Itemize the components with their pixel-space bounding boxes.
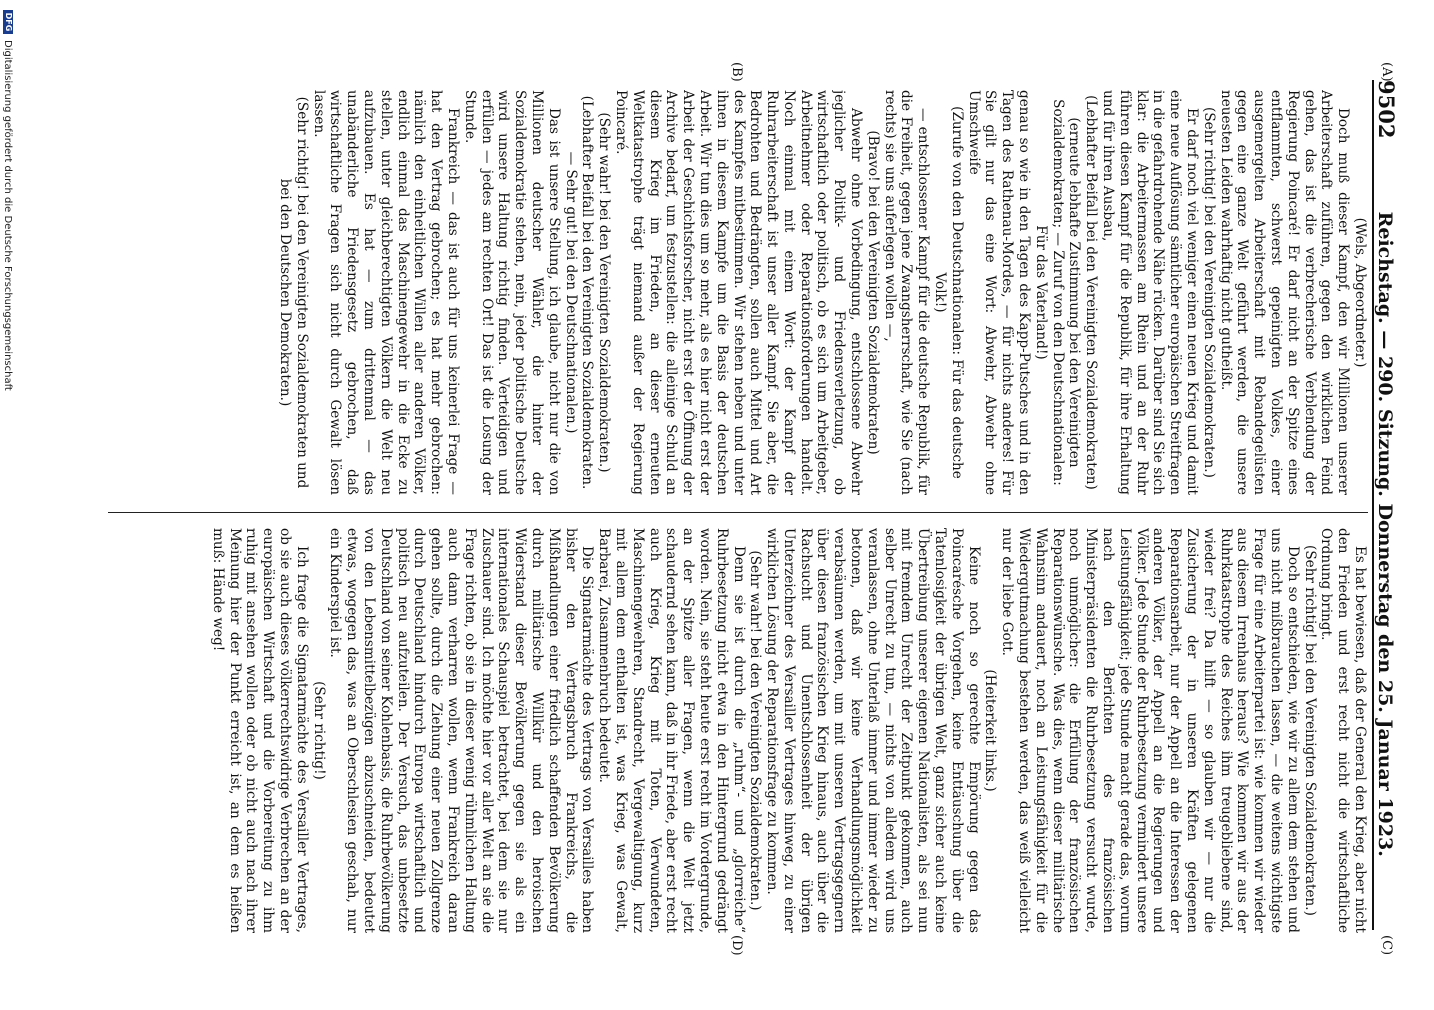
interjection: (Heiterkeit links.) [982, 669, 999, 792]
interjection: (Lebhafter Beifall bei den Vereinigten Sozialdemokraten. — Sehr gut! bei den Deutschnationalen.) [562, 95, 596, 490]
left-column [48, 90, 1368, 495]
page-title: Reichstag. — 290. Sitzung. Donnerstag den 25. Januar 1923. [1374, 211, 1396, 857]
footer-credit: Digitalisierung gefördert durch die Deutsche Forschungsgemeinschaft [2, 40, 14, 391]
speech-paragraph: Das ist unsere Stellung, ich glaube, nicht nur die von Millionen deutscher Wähler, die hinter der Sozialdemokratie stehen, nein, jeder politische Deutsche wird unsere Haltung richtig finden. Verteidigen und erfüllen — jedes am rechten Ort! Das ist die Losung der Stunde. [461, 90, 562, 495]
speech-paragraph: Denn sie ist durch die „ruhm“- und „glorreiche“ Ruhrbesetzung nicht etwa in den Hintergrund gedrängt worden. Nein, sie steht heute erst recht im Vordergrunde, an der Spitze aller Fragen, wenn die Welt jetzt schaudernd sehen kann, daß in ihr Friede, aber erst recht auch Krieg, Krieg mit Toten, Verwundeten, Maschinengewehren, Standrecht, Vergewaltigung, kurz mit allem dem enthalten ist, was Krieg, was Gewalt, Barbarei, Zusammenbruch bedeutet. [596, 528, 747, 933]
margin-marker-d: (D) [729, 935, 744, 956]
dfg-logo: DFG [3, 10, 13, 34]
interjection: (Sehr wahr! bei den Vereinigten Sozialdemokraten.) [747, 550, 764, 911]
speech-paragraph: Ich frage die Signatarmächte des Versailler Vertrages, ob sie auch dieses völkerrechtswidrige Verbrechen an der europäischen Wirtschaft und die Vorbereitung zu ihm ruhig mit ansehen wollen oder ob nicht auch nach ihrer Meinung hier der Punkt erreicht ist, an dem es heißen muß: Hände weg! [209, 528, 310, 933]
speech-paragraph: Doch so entschieden, wie wir zu allem dem stehen und uns nicht mißbrauchen lassen, — die weitens wichtigste Frage für eine Arbeiterpartei ist: wie kommen wir wieder aus diesem Irrenhaus heraus? Wie kommen wir aus der Ruhrkatastrophe des Reiches ihm treugebliebene sind, wieder frei? Da hilft — so glauben wir — nur die Zusicherung der in unseren Kräften gelegenen Reparationsarbeit, nur der Appell an die Interessen der anderen Völker, der Appell an die Regierungen und Völker. Jede Stunde der Ruhrbesetzung vermindert unsere Leistungsfähigkeit; jede Stunde macht gerade das, worum nach den Berichten des französischen Ministerpräsidenten die Ruhrbesetzung versucht wurde, noch unmöglicher: die Erfüllung der französischen Reparationswünsche. Was dies, wenn dieser militärische Wahnsinn andauert, noch an Leistungsfähigkeit für die Wiedergutmachung bestehen werden, das weiß vielleicht nur der liebe Gott. [999, 528, 1301, 933]
margin-marker-c: (C) [1379, 935, 1394, 956]
speech-paragraph: Doch muß dieser Kampf, den wir Millionen unserer Arbeiterschaft zuführen, gegen den wirklichen Feind gehen, das ist die verbrecherische Verblendung der Regierung Poincaré! Er darf nicht an der Spitze eines entflammten, schwerst gepeinigten Volkes, einer ausgemergelten Arbeiterschaft mit Rebandegelüsten gegen eine ganze Welt geführt werden, die unsere neuesten Leiden wahrhaftig nicht gutheißt. [1217, 90, 1352, 495]
page-number: 9502 [1374, 80, 1399, 139]
page-header [1372, 80, 1408, 930]
interjection: (erneute lebhafte Zustimmung bei den Vereinigten Sozialdemokraten; — Zuruf von den Deutschnationalen: Für das Vaterland!) [1032, 99, 1083, 486]
interjection: (Sehr wahr! bei den Vereinigten Sozialdemokraten.) [596, 112, 613, 473]
interjection: (Zurufe von den Deutschnationalen: Für das deutsche Volk!) [932, 106, 965, 479]
column-divider [108, 512, 1368, 513]
interjection: (Lebhafter Beifall bei den Vereinigten Sozialdemokraten) [1083, 95, 1100, 490]
speech-paragraph: — entschlossener Kampf für die deutsche Republik, für die Freiheit, gegen jene Zwangsherrschaft, wie Sie (nach rechts) sie uns auferlegen wollen —, [881, 90, 932, 495]
right-column [48, 528, 1368, 933]
margin-marker-b: (B) [729, 62, 744, 82]
interjection: (Sehr richtig! bei den Vereinigten Sozialdemokraten.) [1200, 107, 1217, 478]
speech-paragraph: Abwehr ohne Vorbedingung, entschlossene Abwehr jeglicher Politik- und Friedensverletzung, ob wirtschaftlich oder politisch, ob es sich um Arbeitgeber, Arbeitnehmer oder Reparationsforderungen handelt. Noch einmal mit einem Wort: der Kampf der Ruhrarbeiterschaft ist unser aller Kampf. Sie aber, die Bedrohten und Bedrängten, sollen auch Mittel und Art des Kampfes mitbestimmen. Wir stehen neben und unter ihnen in diesem Kampfe um die Basis der deutschen Arbeit. Wir tun dies um so mehr, als es hier nicht erst der Arbeit der Geschichtsforscher, nicht erst der Öffnung der Archive bedarf, um festzustellen: die alleinige Schuld an diesem Krieg im Frieden, an dieser erneuten Weltkatastrophe trägt niemand außer der Regierung Poincaré. [612, 90, 865, 495]
speech-paragraph: genau so wie in den Tagen des Kapp-Putsches und in den Tagen des Rathenau-Mordes, — für nichts anderes! Für Sie gilt nur das eine Wort: Abwehr, Abwehr ohne Umschweife [965, 90, 1033, 495]
interjection: (Sehr richtig!) [310, 681, 327, 780]
speech-paragraph: Keine noch so gerechte Empörung gegen das Poincarésche Vorgehen, keine Enttäuschung über die Tatenlosigkeit der übrigen Welt, ganz sicher auch keine Übertreibung unserer eigenen Nationalisten, als sei nun mit fremdem Unrecht der Zeitpunkt gekommen, auch selber Unrecht zu tun, — nichts von alledem wird uns veranlassen, ohne Unterlaß immer und immer wieder zu betonen, daß wir keine Verhandlungsmöglichkeit verabsäumen werden, um mit unseren Vertragsgegnern über diesen französischen Krieg hinaus, auch über die Rachsucht und Unentschlossenheit der übrigen Unterzeichner des Versailler Vertrages hinweg, zu einer wirklichen Lösung der Reparationsfrage zu kommen. [764, 528, 982, 933]
digitization-footer [0, 0, 16, 1010]
speech-paragraph: Frankreich — das ist auch für uns keinerlei Frage — hat den Vertrag gebrochen; es hat mehr gebrochen: nämlich den einheitlichen Willen aller anderen Völker, endlich einmal das Maschinengewehr in die Ecke zu stellen, unter gleichberechtigten Völkern die Welt neu aufzubauen. Es hat — zum drittenmal — das unabänderliche Friedensgesetz gebrochen, daß wirtschaftliche Fragen sich nicht durch Gewalt lösen lassen. [310, 90, 461, 495]
speech-paragraph: Die Signatarmächte des Vertrags von Versailles haben bisher den Vertragsbruch Frankreichs, die Mißhandlungen einer friedlich schaffenden Bevölkerung durch militärische Willkür und den heroischen Widerstand dieser Bevölkerung gegen sie als ein internationales Schauspiel betrachtet, bei dem sie nur Zuschauer sind. Ich möchte hier vor aller Welt an sie die Frage richten, ob sie in dieser wenig rühmlichen Haltung auch dann verharren wollen, wenn Frankreich daran gehen sollte, durch die Ziehung einer neuen Zollgrenze durch Deutschland hindurch Europa wirtschaftlich und politisch neu aufzuteilen. Der Versuch, das unbesetzte Deutschland von seiner Kohlenbasis, die Ruhrbevölkerung von den Lebensmittelbezügen abzuschneiden, bedeutet etwas, wogegen das, was an Oberschlesien geschah, nur ein Kinderspiel ist. [327, 528, 596, 933]
speech-paragraph: Es hat bewiesen, daß der General den Krieg, aber nicht den Frieden und erst recht nicht die wirtschaftliche Ordnung bringt. [1318, 528, 1368, 933]
speech-paragraph: Er darf noch viel weniger einen neuen Krieg und damit eine neue Auflösung sämtlicher europäischen Streitfragen in die gefahrdrohende Nähe rücken. Darüber sind Sie sich klar: die Arbeitermassen am Rhein und an der Ruhr führen diesen Kampf für die Republik, für ihre Erhaltung und für ihren Ausbau, [1100, 90, 1201, 495]
interjection: (Sehr richtig! bei den Vereinigten Sozialdemokraten und bei den Deutschen Demokraten.) [277, 96, 310, 489]
margin-marker-a: (A) [1379, 62, 1394, 82]
interjection: (Wels, Abgeordneter.) [1352, 217, 1368, 368]
interjection: (Sehr richtig! bei den Vereinigten Sozialdemokraten.) [1301, 545, 1318, 916]
interjection: (Bravo! bei den Vereinigten Sozialdemokraten) [864, 130, 881, 455]
